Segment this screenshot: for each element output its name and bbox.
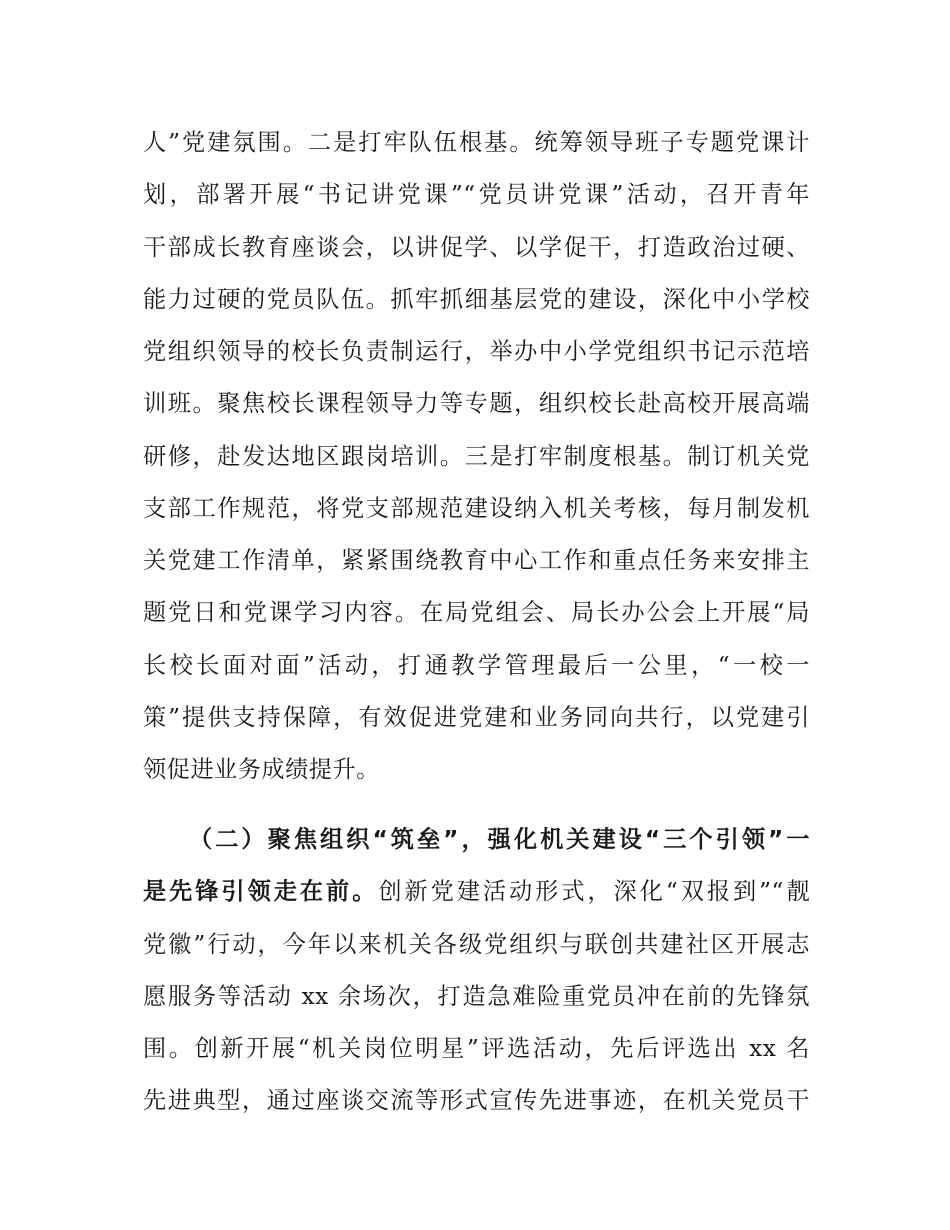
paragraph-1-line-2: 划，部署开展“书记讲党课”“党员讲党课”活动，召开青年 (143, 181, 810, 208)
paragraph-2-line-3: 党徽”行动，今年以来机关各级党组织与联创共建社区开展志 (143, 931, 810, 958)
section-heading: （二）聚焦组织“筑垒”，强化机关建设“三个引领”一 (189, 826, 810, 853)
paragraph-1-line-12: 策”提供支持保障，有效促进党建和业务同向共行，以党建引 (143, 704, 810, 731)
paragraph-1-line-3: 干部成长教育座谈会，以讲促学、以学促干，打造政治过硬、 (143, 234, 810, 261)
paragraph-1-line-13: 领促进业务成绩提升。 (143, 756, 380, 783)
paragraph-2-line-6: 先进典型，通过座谈交流等形式宣传先进事迹，在机关党员干 (143, 1087, 810, 1114)
paragraph-1-line-7: 研修，赴发达地区跟岗培训。三是打牢制度根基。制订机关党 (143, 443, 810, 470)
paragraph-1-line-5: 党组织领导的校长负责制运行，举办中小学党组织书记示范培 (143, 338, 810, 365)
paragraph-2-line-2-text: 创新党建活动形式，深化“双报到”“靓 (378, 878, 811, 905)
paragraph-1-line-1: 人”党建氛围。二是打牢队伍根基。统筹领导班子专题党课计 (143, 129, 810, 156)
paragraph-1-line-8: 支部工作规范，将党支部规范建设纳入机关考核，每月制发机 (143, 495, 810, 522)
paragraph-2-line-4: 愿服务等活动 xx 余场次，打造急难险重党员冲在前的先锋氛 (143, 983, 810, 1010)
paragraph-2-line-5: 围。创新开展“机关岗位明星”评选活动，先后评选出 xx 名 (143, 1035, 810, 1062)
paragraph-1-line-6: 训班。聚焦校长课程领导力等专题，组织校长赴高校开展高端 (143, 390, 810, 417)
paragraph-1-line-10: 题党日和党课学习内容。在局党组会、局长办公会上开展“局 (143, 599, 810, 626)
paragraph-1-line-9: 关党建工作清单，紧紧围绕教育中心工作和重点任务来安排主 (143, 547, 810, 574)
section-subheading: 是先锋引领走在前。 (143, 878, 379, 905)
paragraph-1-line-11: 长校长面对面”活动，打通教学管理最后一公里，“一校一 (143, 652, 810, 679)
paragraph-1-line-4: 能力过硬的党员队伍。抓牢抓细基层党的建设，深化中小学校 (143, 286, 810, 313)
paragraph-2-line-2 (143, 872, 810, 912)
